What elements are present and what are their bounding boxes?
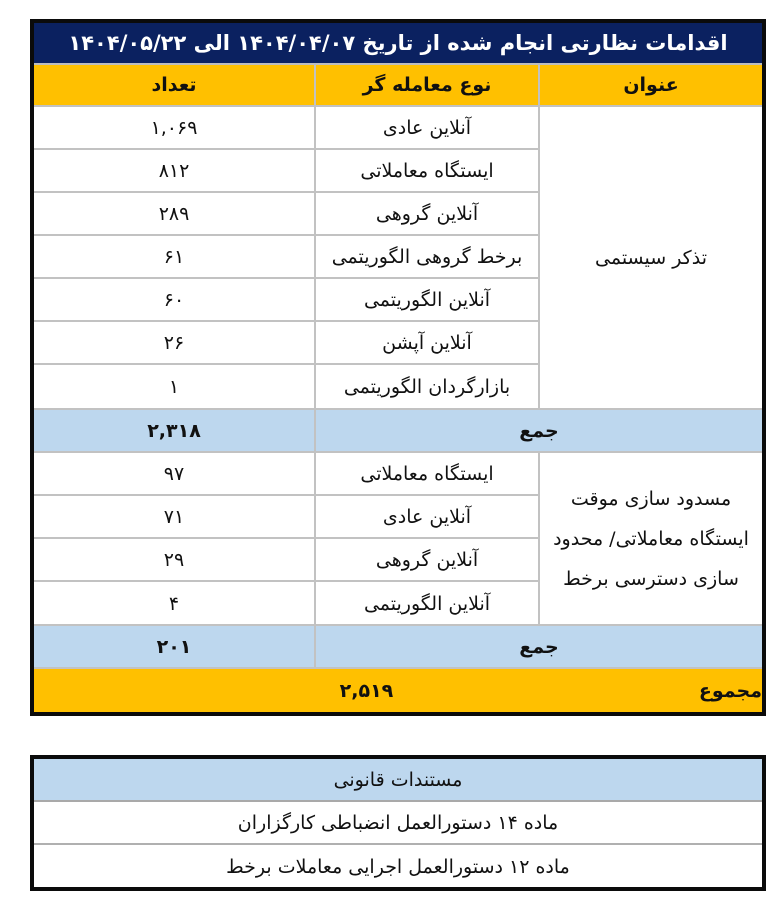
count-cell: ۲۶ <box>163 331 185 354</box>
group-title: تذکر سیستمی <box>538 107 762 408</box>
table-row <box>34 582 538 625</box>
count-cell: ۱,۰۶۹ <box>150 116 198 139</box>
subtotal-value: ۲,۳۱۸ <box>147 419 201 442</box>
subtotal-row <box>34 626 762 669</box>
header-trader-type: نوع معامله گر <box>314 65 538 105</box>
supervisory-actions-table <box>30 19 766 716</box>
trader-type-cell: آنلاین گروهی <box>314 193 538 234</box>
table-row <box>34 453 538 496</box>
header-row <box>34 65 762 107</box>
trader-type-cell: آنلاین آپشن <box>314 322 538 363</box>
count-cell: ۴ <box>168 592 180 615</box>
grand-total-value: ۲,۵۱۹ <box>339 679 394 702</box>
count-cell: ۷۱ <box>163 505 185 528</box>
table-row <box>34 107 538 150</box>
table-row <box>34 496 538 539</box>
subtotal-value: ۲۰۱ <box>156 635 192 658</box>
table-title: اقدامات نظارتی انجام شده از تاریخ ۱۴۰۴/۰۴/۰۷ الی ۱۴۰۴/۰۵/۲۲ <box>34 23 762 65</box>
table-row <box>34 365 538 408</box>
table-row <box>34 322 538 365</box>
table-row <box>34 193 538 236</box>
count-cell: ۶۱ <box>163 245 185 268</box>
count-cell: ۲۸۹ <box>158 202 190 225</box>
trader-type-cell: ایستگاه معاملاتی <box>314 150 538 191</box>
grand-total-row <box>34 669 762 712</box>
group-temporary-block <box>34 453 762 626</box>
subtotal-label: جمع <box>314 626 762 667</box>
grand-total-label: مجموع <box>698 679 762 702</box>
header-count: تعداد <box>151 74 197 96</box>
trader-type-cell: بازارگردان الگوریتمی <box>314 365 538 408</box>
trader-type-cell: آنلاین الگوریتمی <box>314 582 538 625</box>
group-system-warning <box>34 107 762 410</box>
trader-type-cell: آنلاین عادی <box>314 107 538 148</box>
table-row <box>34 279 538 322</box>
trader-type-cell: ایستگاه معاملاتی <box>314 453 538 494</box>
count-cell: ۲۹ <box>163 548 185 571</box>
count-cell: ۹۷ <box>163 462 185 485</box>
subtotal-row <box>34 410 762 453</box>
legal-header: مستندات قانونی <box>34 759 762 802</box>
table-row <box>34 150 538 193</box>
subtotal-label: جمع <box>314 410 762 451</box>
legal-row: ماده ۱۴ دستورالعمل انضباطی کارگزاران <box>34 802 762 845</box>
count-cell: ۸۱۲ <box>158 159 190 182</box>
header-title: عنوان <box>538 65 762 105</box>
trader-type-cell: آنلاین عادی <box>314 496 538 537</box>
group-title: مسدود سازی موقت ایستگاه معاملاتی/ محدود سازی دسترسی برخط <box>538 453 762 624</box>
legal-row: ماده ۱۲ دستورالعمل اجرایی معاملات برخط <box>226 855 570 878</box>
table-row <box>34 236 538 279</box>
trader-type-cell: آنلاین گروهی <box>314 539 538 580</box>
trader-type-cell: آنلاین الگوریتمی <box>314 279 538 320</box>
table-row <box>34 539 538 582</box>
count-cell: ۱ <box>168 375 180 398</box>
legal-documents-table <box>30 755 766 891</box>
count-cell: ۶۰ <box>163 288 185 311</box>
trader-type-cell: برخط گروهی الگوریتمی <box>314 236 538 277</box>
